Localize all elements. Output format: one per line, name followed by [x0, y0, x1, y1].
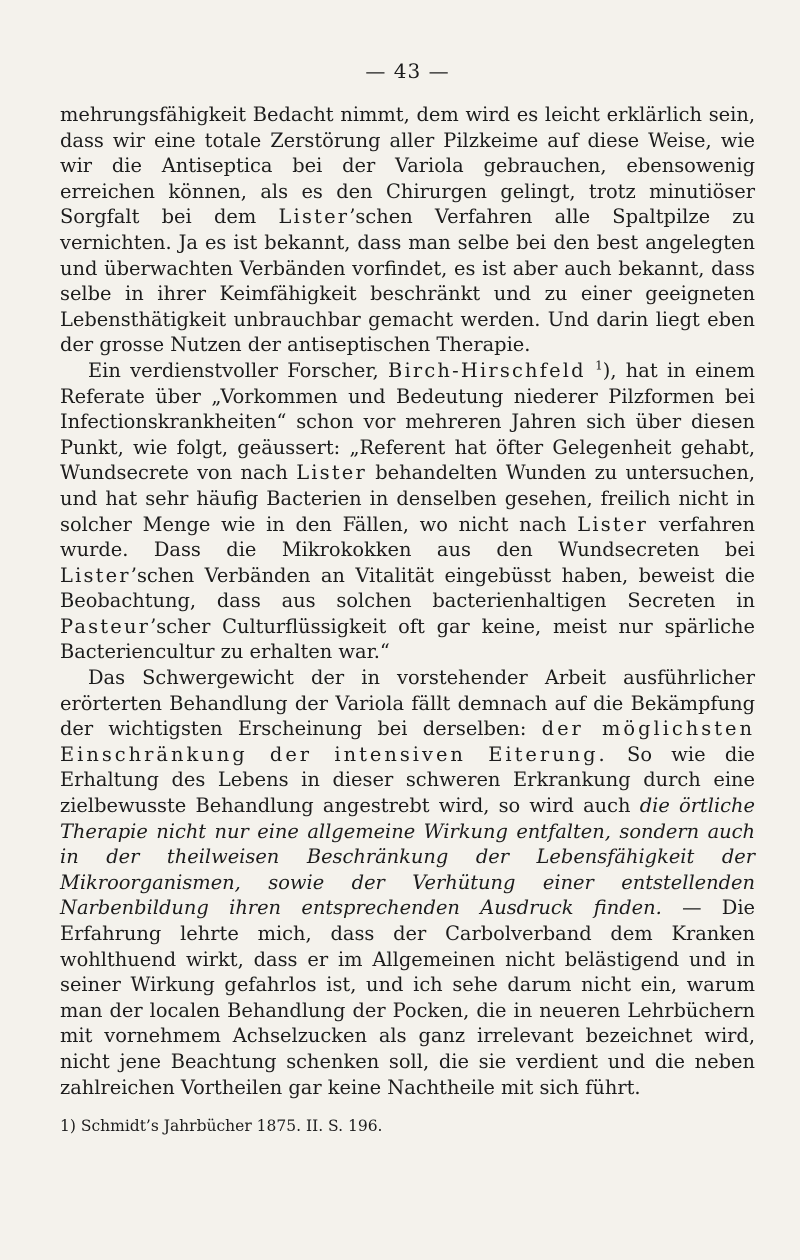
author-name-pasteur: Pasteur	[60, 614, 151, 638]
paragraph-1-text-cont: ’schen Verfahren alle Spaltpilze zu vernichten. Ja es ist bekannt, dass man selbe bei den best angelegten und überwachten Verbänden vorfindet, es ist aber auch bekannt, dass selbe in ihrer Keimfähigkeit beschränkt und zu einer geeigneten Lebensthätigkeit unbrauchbar gemacht werden. Und darin liegt eben der grosse Nutzen der antiseptischen Therapie.	[60, 205, 755, 357]
emphasis-spaced: der möglichsten Einschränkung der intensiven Eiterung.	[60, 717, 755, 766]
paragraph-2-text: Ein verdienstvoller Forscher,	[88, 358, 379, 382]
author-name-lister: Lister	[278, 205, 350, 229]
page	[60, 58, 755, 1136]
author-name-lister-2: Lister	[296, 461, 367, 485]
paragraph-2-text-b: ), hat in einem Referate über „Vorkommen und Bedeutung niederer Pilzformen bei Infectionskrankheiten“ schon vor mehreren Jahren sich über diesen Punkt, wie folgt, geäussert: „Referent hat öfter Gelegenheit gehabt, Wundsecrete von nach	[60, 358, 755, 485]
paragraph-2-text-c: behandelten Wunden zu untersuchen, und hat sehr häufig Bacterien in denselben gesehen, freilich nicht in solcher Menge wie in den Fällen, wo nicht nach	[60, 461, 755, 536]
paragraph-3-text-b: So wie die Erhaltung des Lebens in dieser schweren Erkrankung durch eine zielbewusste Behandlung angestrebt wird, so wird auch	[60, 742, 755, 818]
paragraph-3-text: Das Schwergewicht der in vorstehender Arbeit ausführlicher erörterten Behandlung der Variola fällt demnach auf die Bekämpfung der wichtigsten Erscheinung bei derselben:	[60, 666, 755, 741]
paragraph-2-text-d: verfahren wurde. Dass die Mikrokokken aus den Wundsecreten bei	[60, 512, 755, 562]
author-name-lister-3: Lister	[577, 512, 649, 536]
footnote: 1) Schmidt’s Jahrbücher 1875. II. S. 196.	[60, 1117, 383, 1136]
paragraph-1-text: mehrungsfähigkeit Bedacht nimmt, dem wird es leicht erklärlich sein, dass wir eine totale Zerstörung aller Pilzkeime auf diese Weise, wie wir die Antiseptica bei der Variola gebrauchen, ebensowenig erreichen können, als es den Chirurgen gelingt, trotz minutiöser Sorgfalt bei dem	[60, 103, 755, 229]
paragraph-2-text-e: ’schen Verbänden an Vitalität eingebüsst haben, beweist die Beobachtung, dass aus solchen bacterienhaltigen Secreten in	[60, 563, 755, 613]
author-name-lister-4: Lister	[60, 563, 131, 587]
footnote-ref[interactable]: 1	[595, 358, 603, 373]
paragraph-2-text-f: ’scher Culturflüssigkeit oft gar keine, meist nur spärliche Bacteriencultur zu erhalten war.“	[60, 614, 755, 664]
page-number: — 43 —	[365, 59, 450, 83]
paragraph-3	[60, 665, 755, 1100]
paragraph-3-text-c: — Die Erfahrung lehrte mich, dass der Carbolverband dem Kranken wohlthuend wirkt, dass er im Allgemeinen nicht belästigend und in seiner Wirkung gefahrlos ist, und ich sehe darum nicht ein, warum man der localen Behandlung der Pocken, die in neueren Lehrbüchern mit vornehmem Achselzucken als ganz irrelevant bezeichnet wird, nicht jene Beachtung schenken soll, die sie verdient und die neben zahlreichen Vortheilen gar keine Nachtheile mit sich führt.	[60, 896, 755, 1099]
author-name-birch-hirschfeld: Birch-Hirschfeld	[388, 358, 586, 382]
emphasis-italic: die örtliche Therapie nicht nur eine allgemeine Wirkung entfalten, sondern auch in der theilweisen Beschränkung der Lebensfähigkeit der Mikroorganismen, sowie der Verhütung einer entstellenden Narbenbildung ihren entsprechenden Ausdruck finden.	[60, 794, 756, 920]
paragraph-2	[60, 358, 755, 665]
paragraph-1	[60, 102, 755, 358]
